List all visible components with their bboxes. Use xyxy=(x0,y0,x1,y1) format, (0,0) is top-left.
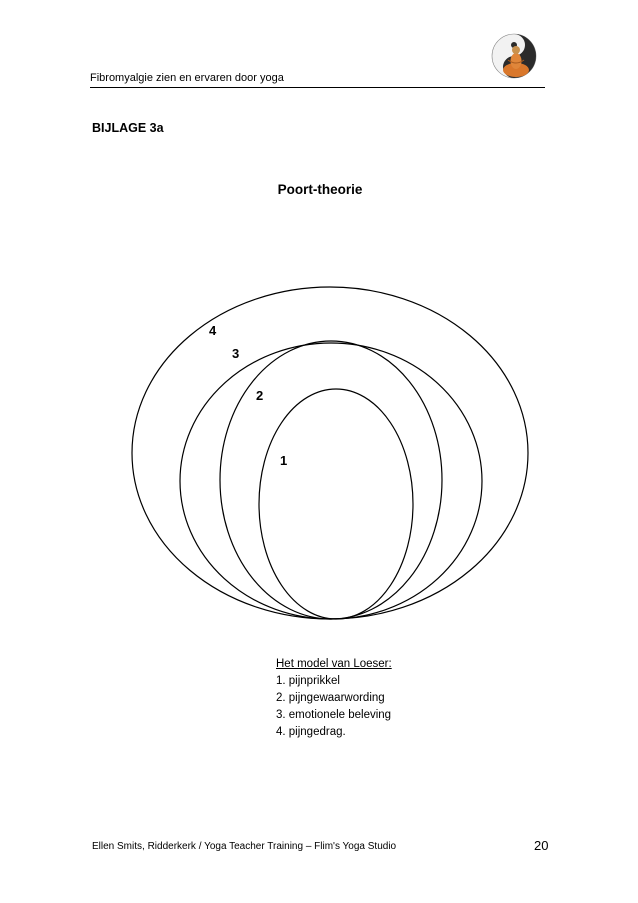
ring-label-3: 3 xyxy=(232,346,240,361)
document-header-title: Fibromyalgie zien en ervaren door yoga xyxy=(90,72,284,84)
ring-label-4: 4 xyxy=(209,323,217,338)
ring-2-ellipse xyxy=(220,341,442,619)
legend-item: 4. pijngedrag. xyxy=(276,726,346,738)
legend-item: 3. emotionele beleving xyxy=(276,709,392,721)
ring-label-1: 1 xyxy=(280,453,288,468)
footer-author: Ellen Smits, Ridderkerk / Yoga Teacher Training – Flim's Yoga Studio xyxy=(92,841,397,852)
appendix-label: BIJLAGE 3a xyxy=(92,121,164,135)
legend-item: 2. pijngewaarwording xyxy=(276,692,385,704)
ring-1-ellipse xyxy=(259,389,413,619)
ring-label-2: 2 xyxy=(256,388,264,403)
ring-4-ellipse xyxy=(132,287,528,619)
legend-item: 1. pijnprikkel xyxy=(276,675,340,687)
ring-3-ellipse xyxy=(180,343,482,619)
legend-title: Het model van Loeser: xyxy=(276,658,392,670)
page-number: 20 xyxy=(534,838,549,853)
diagram-title: Poort-theorie xyxy=(277,182,363,197)
loeser-model-legend xyxy=(276,656,392,741)
